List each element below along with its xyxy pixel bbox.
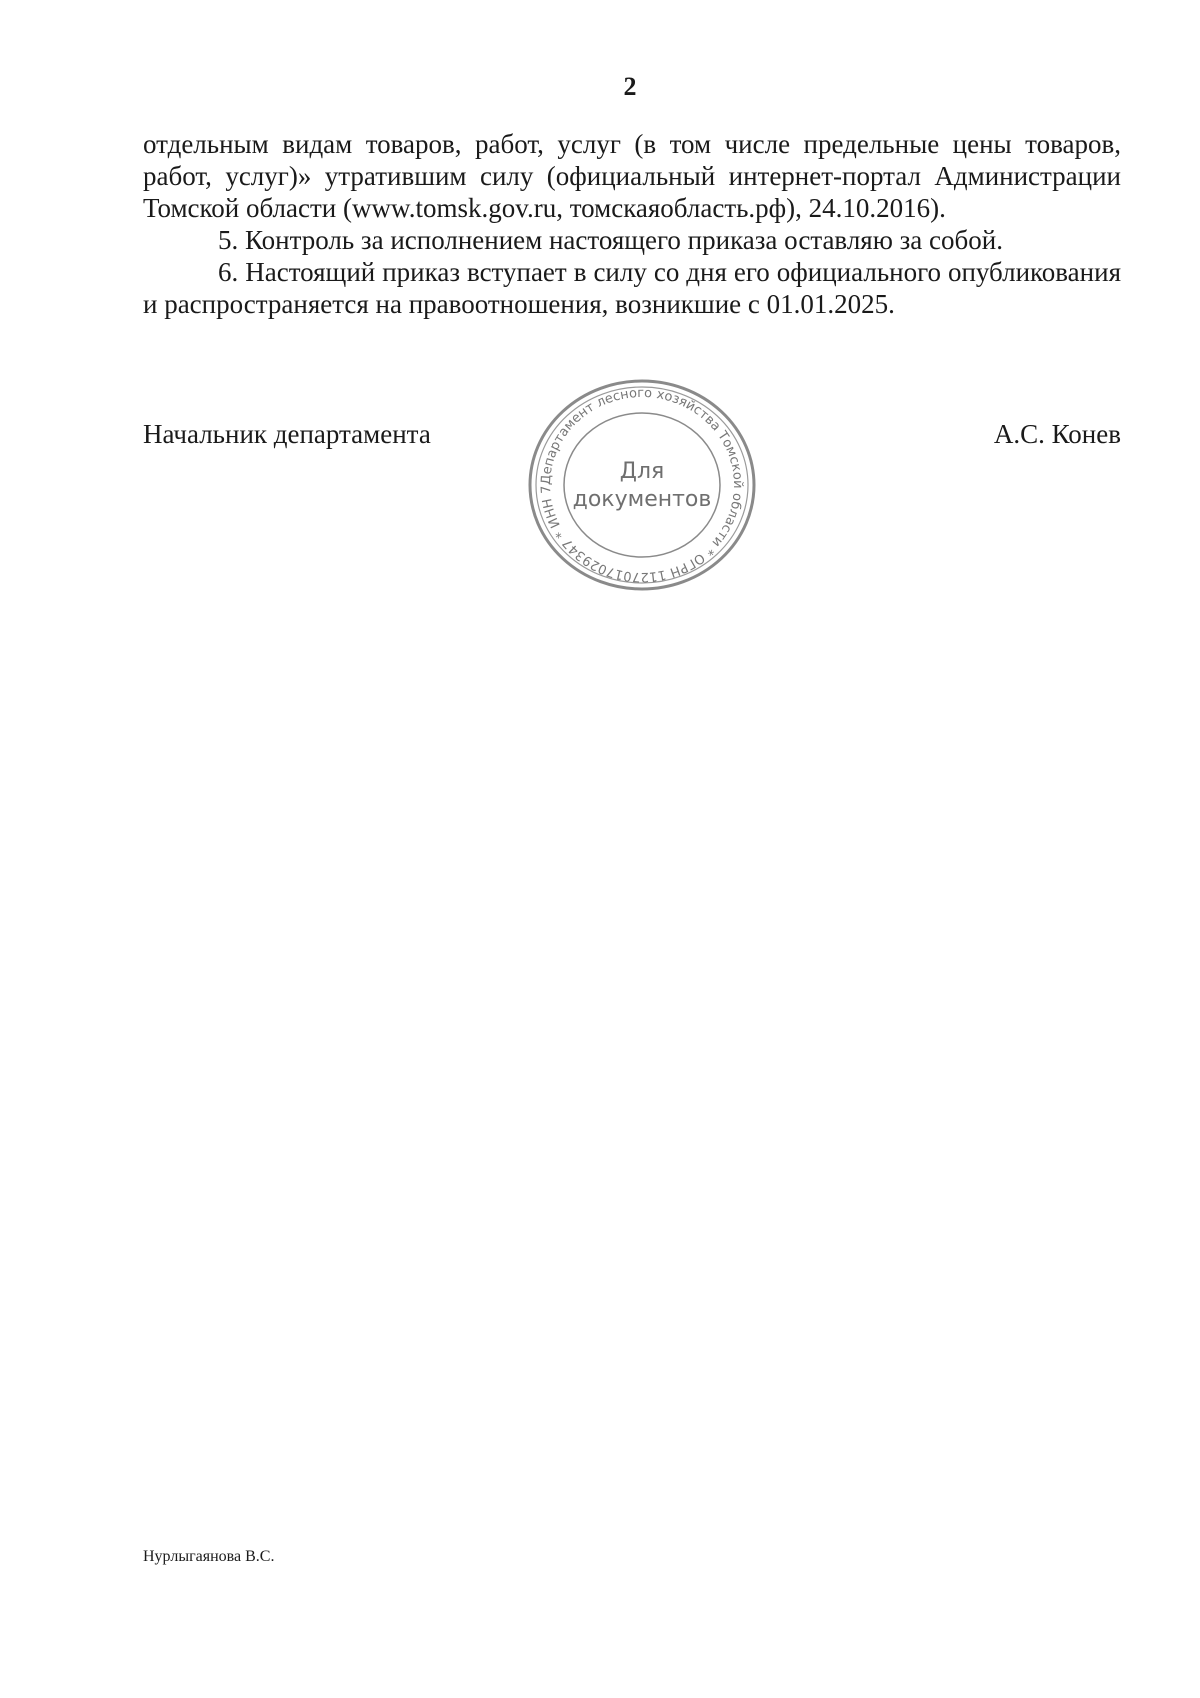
document-body	[143, 128, 1121, 320]
stamp-center-line1: Для	[619, 459, 665, 484]
stamp-ring-text: Департамент лесного хозяйства Томской области * ОГРН 1127017029347 * ИНН 7	[538, 385, 746, 585]
stamp-center-line2: документов	[572, 487, 712, 512]
paragraph-continuation: отдельным видам товаров, работ, услуг (в том числе предельные цены товаров, работ, услуг)» утратившим силу (официальный интернет-портал Администрации Томской области (www.tomsk.gov.ru, томскаяобласть.рф), 24.10.2016).	[143, 129, 1121, 223]
executor-name: Нурлыгаянова В.С.	[143, 1548, 275, 1565]
paragraph-5: 5. Контроль за исполнением настоящего приказа оставляю за собой.	[218, 225, 1003, 255]
paragraph-6: 6. Настоящий приказ вступает в силу со дня его официального опубликования и распространяется на правоотношения, возникшие с 01.01.2025.	[143, 257, 1121, 319]
stamp-seal-icon	[522, 378, 762, 593]
signatory-name: А.С. Конев	[993, 419, 1121, 449]
signatory-title: Начальник департамента	[143, 419, 431, 449]
page-number: 2	[623, 72, 637, 101]
official-stamp	[522, 378, 762, 593]
